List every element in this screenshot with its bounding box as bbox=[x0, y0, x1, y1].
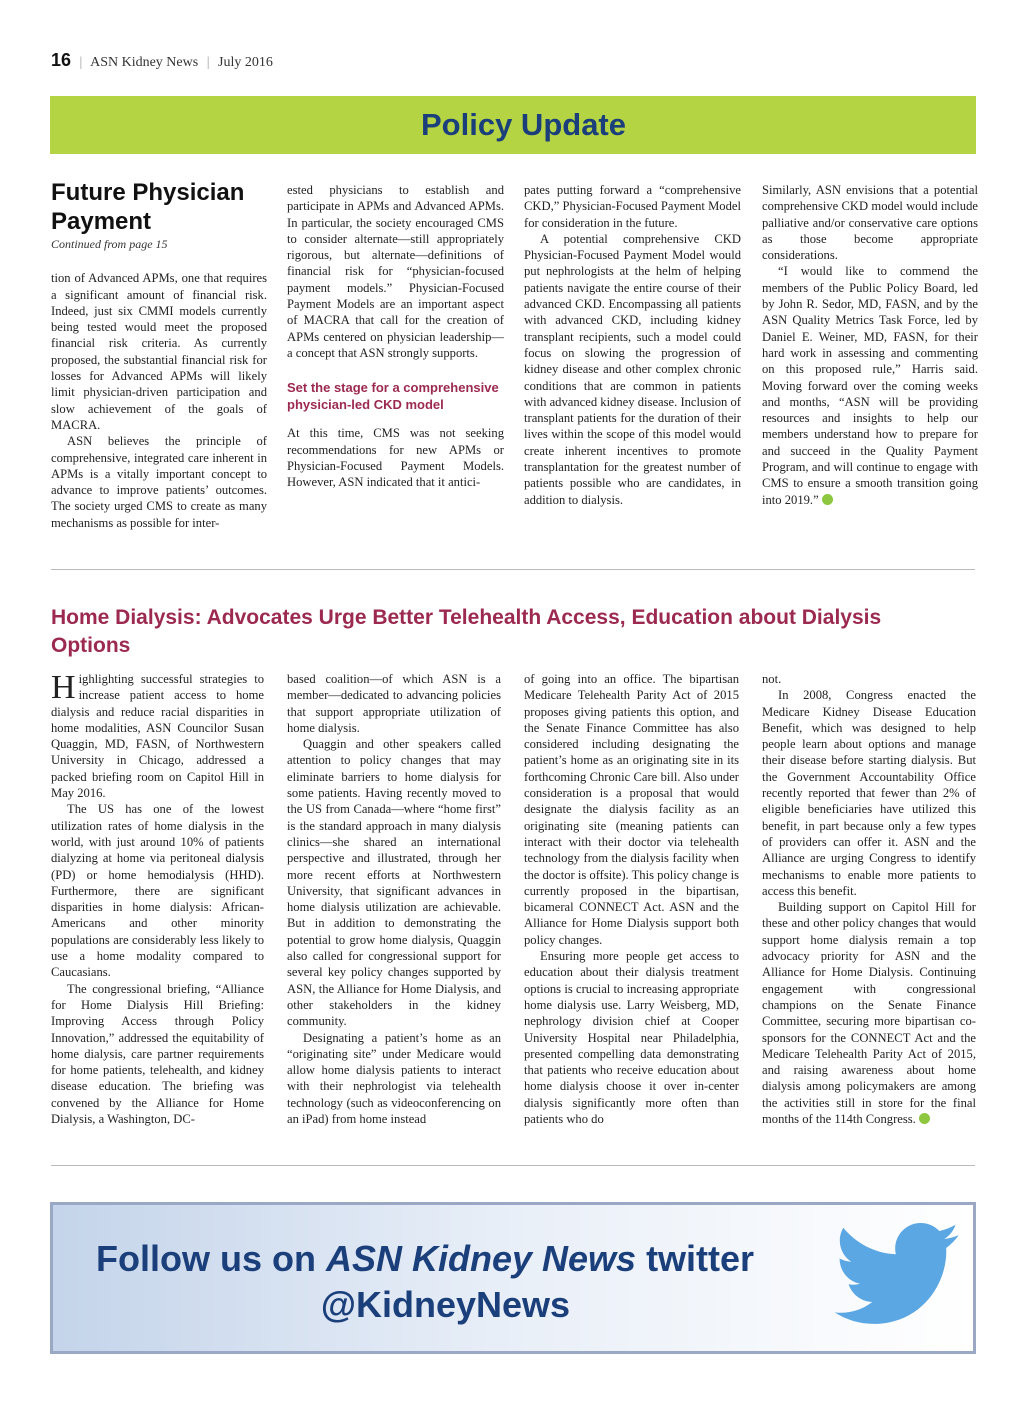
paragraph: not. bbox=[762, 672, 782, 686]
section-banner bbox=[50, 96, 976, 154]
article1-column-1 bbox=[51, 178, 267, 531]
header-separator: | bbox=[79, 55, 83, 70]
follow-line-1 bbox=[96, 1239, 836, 1279]
paragraph-text: “I would like to commend the members of the Public Policy Board, led by John R. Sedor, MD, FASN, and by the ASN Quality Metrics Task Force, led by Daniel E. Weiner, MD, FASN, for their hard work in assessing and commenting on this proposed rule,” Harris said. Moving forward over the coming weeks and months, “ASN will be providing resources and insights to help our members understand how to prepare for and succeed in the Quality Payment Program, and will continue to engage with CMS to ensure a smooth transition going into 2019.” bbox=[762, 264, 978, 507]
header-separator: | bbox=[206, 55, 210, 70]
article2-column-1 bbox=[51, 671, 264, 1127]
continued-note: Continued from page 15 bbox=[51, 237, 168, 251]
paragraph: A potential comprehensive CKD Physician-Focused Payment Model would put nephrologists at the helm of helping patients navigate the entire course of their advanced CKD. Encompassing all patients with advanced CKD, including kidney transplant recipients, such a model could focus on slowing the progression of kidney disease and other complex chronic conditions that are common in patients with advanced kidney disease. Inclusion of transplant patients for the duration of their lives within the scope of this model would create inherent incentives to promote transplantation for the greatest number of patients possible who are candidates, in addition to dialysis. bbox=[524, 231, 741, 507]
paragraph: ASN believes the principle of comprehensive, integrated care inherent in APMs is a vitally important concept to advance to improve patients’ outcomes. The society urged CMS to create as many mechanisms as possible for inter- bbox=[51, 434, 267, 530]
paragraph: The US has one of the lowest utilization rates of home dialysis in the world, with just around 10% of patients dialyzing at home via peritoneal dialysis (PD) or home hemodialysis (HHD). Furthermore, there are significant disparities in home dialysis: African-Americans and other minority populations are considerably less likely to use a home modality compared to Caucasians. bbox=[51, 802, 264, 980]
twitter-handle[interactable]: @KidneyNews bbox=[320, 1284, 571, 1325]
paragraph: Quaggin and other speakers called attention to policy changes that may eliminate barriers to home dialysis for some patients. Having recently moved to the US from Canada—where “home first” is the standard approach in many dialysis clinics—she shared an international perspective and illustrated, through her more recent efforts at Northwestern University, that significant advances in home dialysis utilization are achievable. But in addition to demonstrating the potential to grow home dialysis, Quaggin also called for congressional support for several key policy changes supported by ASN, the Alliance for Home Dialysis, and other stakeholders in the kidney community. bbox=[287, 737, 501, 1029]
paragraph: of going into an office. The bipartisan Medicare Telehealth Parity Act of 2015 proposes giving patients this option, and the Senate Finance Committee has also considered including designating the patient’s home as an originating site in its forthcoming Chronic Care bill. Also under consideration is a proposal that would designate the dialysis facility as an originating site (meaning patients can interact with their doctor via telehealth technology from the dialysis facility when the doctor is offsite). This policy change is currently proposed in the bipartisan, bicameral CONNECT Act. ASN and the Alliance for Home Dialysis support both policy changes. bbox=[524, 672, 739, 947]
article1-column-3 bbox=[524, 182, 741, 508]
paragraph bbox=[51, 671, 264, 801]
paragraph: pates putting forward a “comprehensive CKD,” Physician-Focused Payment Model for consideration in the future. bbox=[524, 183, 741, 230]
twitter-bird-icon bbox=[831, 1217, 961, 1329]
paragraph bbox=[762, 899, 976, 1127]
article1-title-line2: Payment bbox=[51, 208, 152, 235]
issue-date: July 2016 bbox=[218, 55, 273, 70]
paragraph: Designating a patient’s home as an “originating site” under Medicare would allow home dialysis patients to interact with their nephrologist via telehealth technology (such as videoconferencing on an iPad) from home instead bbox=[287, 1030, 501, 1127]
article2-title: Home Dialysis: Advocates Urge Better Telehealth Access, Education about Dialysis Options bbox=[51, 606, 882, 657]
twitter-promo-banner[interactable] bbox=[50, 1202, 976, 1354]
article1-subhead: Set the stage for a comprehensive physician-led CKD model bbox=[287, 380, 499, 413]
article2-column-4 bbox=[762, 671, 976, 1127]
page-number: 16 bbox=[51, 50, 72, 70]
paragraph: tion of Advanced APMs, one that requires a significant amount of financial risk. Indeed, just six CMMI models currently being tested would meet the proposed financial risk criteria. As currently proposed, the substantial financial risk for losses for Advanced APMs will likely limit physician-driven participation and slow achievement of the goals of MACRA. bbox=[51, 271, 267, 432]
article2-column-2 bbox=[287, 671, 501, 1127]
section-divider bbox=[51, 1165, 975, 1166]
section-divider bbox=[51, 569, 975, 570]
article1-title bbox=[51, 178, 267, 236]
section-title: Policy Update bbox=[421, 107, 626, 142]
green-dot-icon bbox=[822, 494, 833, 505]
article2-column-3 bbox=[524, 671, 739, 1127]
paragraph bbox=[762, 263, 978, 507]
paragraph: Similarly, ASN envisions that a potential comprehensive CKD model would include palliative and/or conservative care options as those become appropriate considerations. bbox=[762, 183, 978, 263]
drop-cap: H bbox=[51, 669, 76, 706]
paragraph: The congressional briefing, “Alliance for Home Dialysis Hill Briefing: Improving Access through Policy Innovation,” addressed the equitability of home dialysis, care partner requirements for home patients, telehealth, and kidney disease education. The briefing was convened by the Alliance for Home Dialysis, a Washington, DC- bbox=[51, 981, 264, 1127]
article1-column-4 bbox=[762, 182, 978, 508]
page-header bbox=[51, 50, 273, 71]
follow-brand: ASN Kidney News bbox=[325, 1238, 637, 1279]
paragraph: At this time, CMS was not seeking recommendations for new APMs or Physician-Focused Payment Models. However, ASN indicated that it antici- bbox=[287, 426, 504, 490]
follow-prefix: Follow us on bbox=[96, 1238, 326, 1279]
article1-title-line1: Future Physician bbox=[51, 179, 245, 206]
publication-name: ASN Kidney News bbox=[90, 55, 199, 70]
article1-column-2 bbox=[287, 182, 504, 490]
paragraph: Ensuring more people get access to education about their dialysis treatment options is crucial to increasing appropriate home dialysis use. Larry Weisberg, MD, nephrology division chief at Cooper University Hospital near Philadelphia, presented compelling data demonstrating that patients who receive education about home dialysis choose it over in-center dialysis significantly more often than patients who do bbox=[524, 949, 739, 1127]
paragraph: In 2008, Congress enacted the Medicare Kidney Disease Education Benefit, which was designed to help people learn about options and manage their disease before starting dialysis. But the Government Accountability Office recently reported that fewer than 2% of eligible beneficiaries have utilized this benefit, in part because only a few types of providers can offer it. ASN and the Alliance are urging Congress to identify mechanisms to enable more patients to access this benefit. bbox=[762, 688, 976, 898]
paragraph-text: Building support on Capitol Hill for these and other policy changes that would support home dialysis remain a top advocacy priority for ASN and the Alliance for Home Dialysis. Continuing engagement with congressional champions on the Senate Finance Committee, securing more bipartisan co-sponsors for the CONNECT Act and the Medicare Telehealth Parity Act of 2015, and raising awareness about home dialysis among policymakers are among the activities still in store for the final months of the 114th Congress. bbox=[762, 900, 976, 1127]
paragraph-text: ighlighting successful strategies to increase patient access to home dialysis and reduce racial disparities in home modalities, ASN Councilor Susan Quaggin, MD, FASN, of Northwestern University in Chicago, addressed a packed briefing room on Capitol Hill in May 2016. bbox=[51, 672, 264, 801]
paragraph: ested physicians to establish and participate in APMs and Advanced APMs. In particular, the society encouraged CMS to consider alternate—still appropriately rigorous, but alternate—definitions of financial risk for “physician-focused payment models.” Physician-Focused Payment Models are an important aspect of MACRA that call for the creation of APMs centered on physician leadership—a concept that ASN strongly supports. bbox=[287, 183, 504, 360]
follow-suffix: twitter bbox=[636, 1238, 755, 1279]
green-dot-icon bbox=[919, 1113, 930, 1124]
paragraph: based coalition—of which ASN is a member—dedicated to advancing policies that support appropriate utilization of home dialysis. bbox=[287, 672, 501, 735]
